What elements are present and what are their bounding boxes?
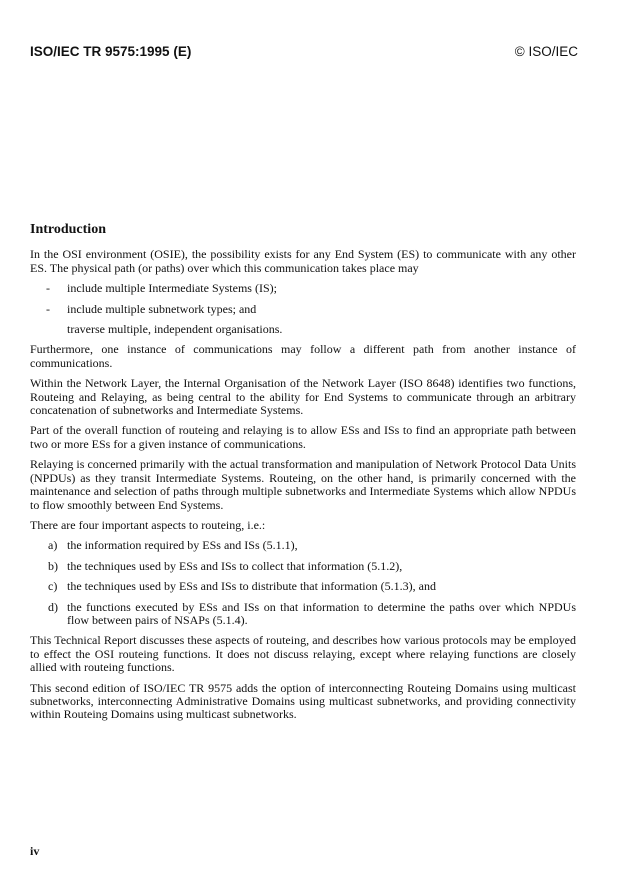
- list-item-text: traverse multiple, independent organisations.: [67, 322, 283, 337]
- list-marker: d): [48, 599, 58, 614]
- paragraph-overall-function: Part of the overall function of routeing and relaying is to allow ESs and ISs to find an appropriate path between two or more ESs for a given instance of communications.: [30, 423, 576, 451]
- header-doc-id: ISO/IEC TR 9575:1995 (E): [30, 44, 192, 59]
- list-item: [30, 601, 576, 628]
- list-item-text: the techniques used by ESs and ISs to distribute that information (5.1.3), and: [67, 579, 436, 594]
- path-list: [30, 282, 576, 336]
- list-item-text: the functions executed by ESs and ISs on that information to determine the paths over which NPDUs flow between pairs of NSAPs (5.1.4).: [67, 599, 576, 627]
- paragraph-furthermore: Furthermore, one instance of communications may follow a different path from another instance of communications.: [30, 342, 576, 370]
- page-number: iv: [30, 844, 40, 858]
- list-marker: a): [48, 538, 58, 553]
- list-marker: b): [48, 558, 58, 573]
- paragraph-second-edition: This second edition of ISO/IEC TR 9575 adds the option of interconnecting Routeing Domains using multicast subnetworks, interconnecting Administrative Domains using multicast subnetworks, and providing connectivity within Routeing Domains using multicast subnetworks.: [30, 680, 576, 722]
- list-item: [30, 282, 576, 295]
- paragraph-four-aspects: There are four important aspects to routeing, i.e.:: [30, 517, 266, 532]
- list-item-text: include multiple subnetwork types; and: [67, 301, 257, 316]
- document-body: [30, 223, 576, 729]
- list-item: [30, 303, 576, 316]
- list-item: [30, 539, 576, 552]
- list-item: [30, 580, 576, 593]
- section-title: Introduction: [30, 222, 106, 237]
- header-copyright: © ISO/IEC: [514, 44, 578, 59]
- aspects-list: [30, 539, 576, 627]
- list-marker: c): [48, 579, 58, 594]
- list-item: [30, 560, 576, 573]
- paragraph-network-layer: Within the Network Layer, the Internal Organisation of the Network Layer (ISO 8648) identifies two functions, Routeing and Relaying, as being central to the ability for End Systems to communicate through an arbitrary concatenation of subnetworks and Intermediate Systems.: [30, 376, 576, 418]
- paragraph-osie: In the OSI environment (OSIE), the possibility exists for any End System (ES) to communicate with any other ES. The physical path (or paths) over which this communication takes place may: [30, 247, 576, 275]
- list-item-text: the information required by ESs and ISs (5.1.1),: [67, 538, 298, 553]
- list-marker: -: [46, 301, 50, 316]
- list-item: [30, 323, 576, 336]
- list-item-text: the techniques used by ESs and ISs to collect that information (5.1.2),: [67, 558, 403, 573]
- paragraph-technical-report: This Technical Report discusses these aspects of routeing, and describes how various protocols may be employed to effect the OSI routeing functions. It does not discuss relaying, except where relaying functions are closely allied with routeing functions.: [30, 633, 576, 675]
- list-marker: -: [46, 281, 50, 296]
- list-item-text: include multiple Intermediate Systems (IS);: [67, 281, 277, 296]
- paragraph-relaying: Relaying is concerned primarily with the actual transformation and manipulation of Network Protocol Data Units (NPDUs) as they transit Intermediate Systems. Routeing, on the other hand, is primarily concerned with the maintenance and selection of paths through multiple subnetworks and Intermediate Systems which allow NPDUs to flow smoothly between End Systems.: [30, 457, 576, 512]
